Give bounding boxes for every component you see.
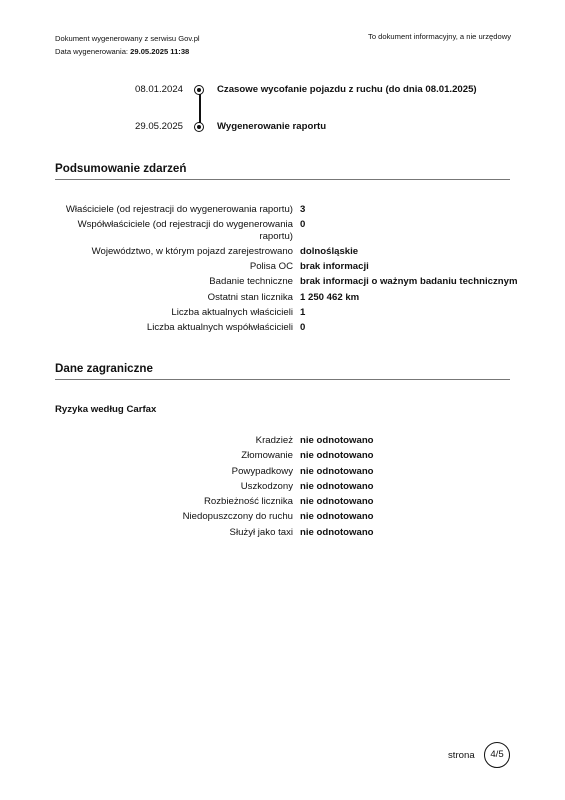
generated-date-value: 29.05.2025 11:38 [130, 47, 190, 56]
summary-row [0, 246, 565, 257]
carfax-label: Służył jako taxi [229, 526, 293, 538]
summary-value: brak informacji o ważnym badaniu technicznym [300, 276, 518, 288]
carfax-row [0, 511, 565, 522]
page-number: 4/5 [484, 742, 510, 768]
disclaimer: To dokument informacyjny, a nie urzędowy [368, 32, 511, 41]
timeline-event [0, 119, 565, 137]
carfax-value: nie odnotowano [300, 450, 374, 462]
timeline-event [0, 82, 565, 100]
carfax-label: Złomowanie [241, 450, 293, 462]
summary-label: Liczba aktualnych właścicieli [171, 307, 293, 319]
foreign-section-title: Dane zagraniczne [55, 362, 510, 380]
document-header-left [55, 32, 200, 58]
summary-value: 1 [300, 307, 306, 319]
timeline-dot-icon [194, 122, 204, 132]
carfax-row [0, 450, 565, 461]
summary-value: 3 [300, 204, 306, 215]
summary-value: brak informacji [300, 261, 369, 273]
carfax-row [0, 496, 565, 507]
carfax-value: nie odnotowano [300, 480, 374, 492]
summary-row [0, 204, 565, 215]
timeline-event-text: Czasowe wycofanie pojazdu z ruchu (do dnia 08.01.2025) [217, 84, 477, 95]
summary-row [0, 292, 565, 303]
summary-row [0, 261, 565, 272]
page-footer [448, 742, 518, 770]
page-label: strona [448, 750, 475, 761]
summary-row [0, 219, 565, 242]
summary-row [0, 322, 565, 333]
carfax-label: Niedopuszczony do ruchu [182, 511, 293, 523]
summary-table [0, 204, 565, 338]
summary-row [0, 276, 565, 287]
summary-label: Liczba aktualnych współwłaścicieli [146, 322, 293, 334]
carfax-row [0, 435, 565, 446]
carfax-label: Powypadkowy [231, 465, 293, 477]
carfax-value: nie odnotowano [300, 496, 374, 508]
summary-value: dolnośląskie [300, 245, 359, 257]
carfax-value: nie odnotowano [300, 526, 374, 538]
summary-value: 1 250 462 km [300, 291, 360, 303]
carfax-label: Uszkodzony [240, 480, 293, 492]
timeline-event-date: 08.01.2024 [134, 84, 183, 95]
timeline-dot-icon [194, 85, 204, 95]
carfax-row [0, 527, 565, 538]
carfax-label: Kradzież [255, 435, 293, 446]
summary-label: Współwłaściciele (od rejestracji do wygenerowania raportu) [77, 219, 293, 242]
carfax-label: Rozbieżność licznika [203, 496, 293, 508]
carfax-row [0, 466, 565, 477]
summary-label: Ostatni stan licznika [207, 291, 293, 303]
summary-section-title: Podsumowanie zdarzeń [55, 162, 510, 180]
generated-date-label: Data wygenerowania: [55, 47, 129, 56]
carfax-value: nie odnotowano [300, 511, 374, 523]
carfax-row [0, 481, 565, 492]
summary-label: Województwo, w którym pojazd zarejestrowano [91, 245, 293, 257]
carfax-table [0, 435, 565, 542]
summary-value: 0 [300, 322, 306, 334]
summary-value: 0 [300, 219, 306, 231]
carfax-value: nie odnotowano [300, 465, 374, 477]
event-timeline [0, 82, 565, 142]
carfax-value: nie odnotowano [300, 435, 374, 446]
summary-row [0, 307, 565, 318]
carfax-subtitle: Ryzyka według Carfax [55, 404, 157, 415]
timeline-event-date: 29.05.2025 [134, 121, 183, 132]
generated-date [55, 45, 200, 58]
summary-label: Badanie techniczne [209, 276, 293, 288]
timeline-event-text: Wygenerowanie raportu [217, 121, 327, 132]
summary-label: Polisa OC [249, 261, 293, 273]
source-note: Dokument wygenerowany z serwisu Gov.pl [55, 34, 200, 43]
summary-label: Właściciele (od rejestracji do wygenerowania raportu) [65, 204, 293, 215]
